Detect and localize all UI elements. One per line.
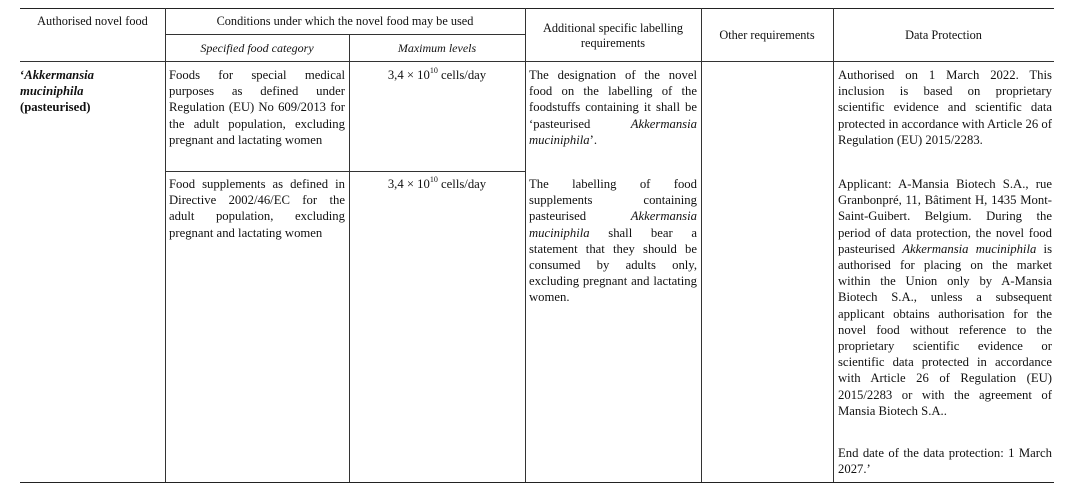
labelling-p1-end: ’. <box>589 132 598 147</box>
max-level-1-value: 3,4 × 10 <box>387 68 430 82</box>
max-level-1-exponent: 10 <box>429 65 438 75</box>
data-protection-paragraph-3: End date of the data protection: 1 March 2027.’ <box>838 446 1052 477</box>
max-level-2-exponent: 10 <box>429 174 438 184</box>
header-conditions: Conditions under which the novel food may be used <box>216 14 474 28</box>
labelling-p2-species: Akkermansia muciniphila <box>529 209 697 240</box>
max-level-2 <box>349 176 525 192</box>
labelling-p1-species: Akkermansia muciniphila <box>529 116 697 147</box>
row-divider-rule <box>165 171 525 172</box>
header-authorised-novel-food: Authorised novel food <box>37 14 148 28</box>
food-category-2: Food supplements as defined in Directive 2002/46/EC for the adult population, excluding pregnant and lactating women <box>169 177 345 240</box>
header-bottom-rule <box>20 61 1054 62</box>
labelling-p2-end: shall bear a statement that they should be consumed by adults only, excluding pregnant and lactating women. <box>529 225 697 305</box>
header-specified-food-category: Specified food category <box>200 41 314 55</box>
food-category-1: Foods for special medical purposes as defined under Regulation (EU) No 609/2013 for the adult population, excluding pregnant and lactating women <box>169 68 345 147</box>
data-protection-p2-end: is authorised for placing on the market within the Union only by A-Mansia Biotech S.A., unless a subsequent applicant obtains authorisation for the novel food without reference to the proprietary scientific evidence or scientific data protected in accordance with Article 26 of Regulation (EU) 2015/2283 or with the agreement of Mansia Biotech S.A.. <box>838 241 1053 418</box>
table-top-rule <box>20 8 1054 9</box>
data-protection-paragraph-1: Authorised on 1 March 2022. This inclusion is based on proprietary scientific evidence and scientific data protected in accordance with Article 26 of Regulation (EU) 2015/2283. <box>838 68 1052 147</box>
header-labelling-requirements: Additional specific labelling requirements <box>542 21 683 50</box>
max-level-2-unit: cells/day <box>437 177 487 191</box>
labelling-paragraph-1 <box>529 67 697 148</box>
food-qualifier: (pasteurised) <box>20 100 91 115</box>
header-sub-rule <box>165 34 525 35</box>
data-protection-paragraph-2 <box>838 176 1052 419</box>
col-rule-5 <box>833 8 834 482</box>
header-data-protection: Data Protection <box>905 28 982 42</box>
col-rule-1 <box>165 8 166 482</box>
max-level-1 <box>349 67 525 83</box>
authorised-food-name <box>20 67 160 116</box>
table-bottom-rule <box>20 482 1054 483</box>
labelling-paragraph-2 <box>529 176 697 306</box>
col-rule-4 <box>701 8 702 482</box>
opening-quote: ‘ <box>20 68 25 82</box>
col-rule-2 <box>349 34 350 482</box>
data-protection-p2-text: Applicant: A-Mansia Biotech S.A., rue Granbonpré, 11, Bâtiment H, 1435 Mont-Saint-Guibert. Belgium. During the period of data protection, the novel food pasteurised <box>838 177 1052 256</box>
header-maximum-levels: Maximum levels <box>397 41 477 55</box>
labelling-p2-text: The labelling of food supplements containing pasteurised <box>529 177 697 224</box>
col-rule-3 <box>525 8 526 482</box>
max-level-1-unit: cells/day <box>437 68 487 82</box>
food-species-name: Akkermansia muciniphila <box>20 68 95 99</box>
labelling-p1-text: The designation of the novel food on the labelling of the foodstuffs containing it shall be ‘pasteurised <box>529 68 697 131</box>
max-level-2-value: 3,4 × 10 <box>387 177 430 191</box>
data-protection-p2-species: Akkermansia muciniphila <box>902 241 1037 256</box>
header-other-requirements: Other requirements <box>719 28 815 42</box>
